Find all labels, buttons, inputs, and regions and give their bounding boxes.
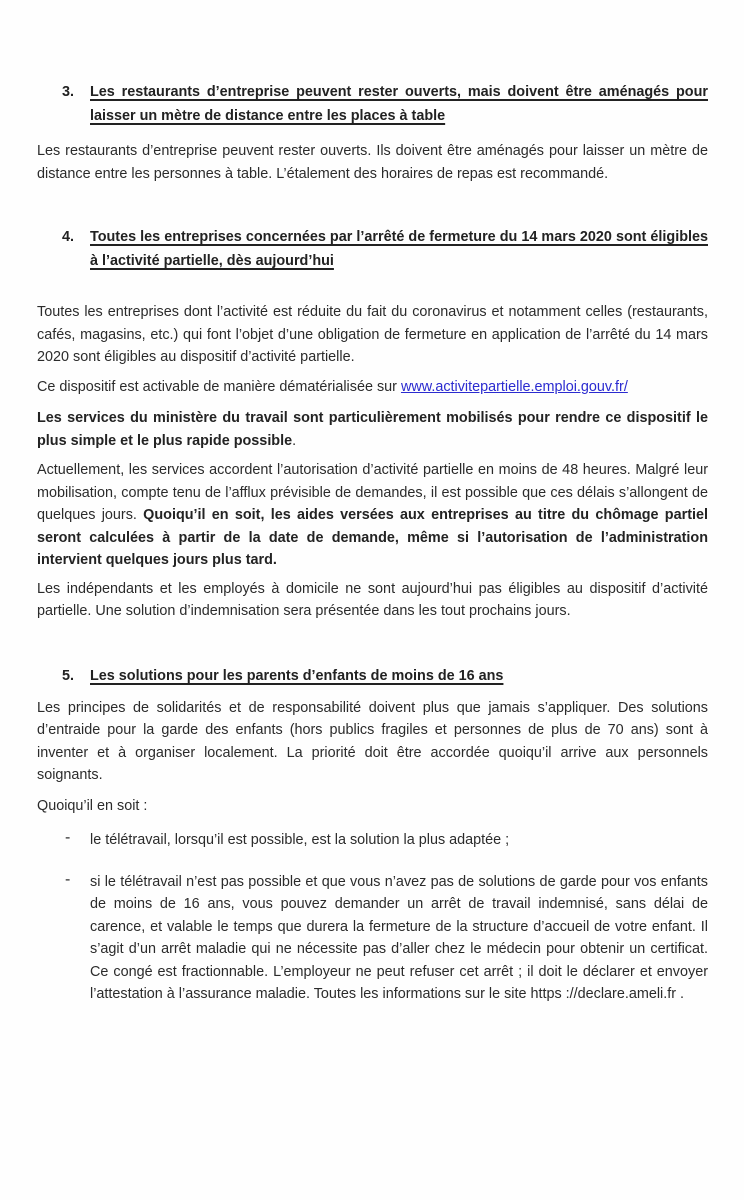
section-3-heading xyxy=(37,80,708,128)
section-3 xyxy=(37,80,708,185)
section-4-number: 4. xyxy=(62,229,75,245)
section-4-paragraph-eligibility: Toutes les entreprises dont l’activité est réduite du fait du coronavirus et notamment celles (restaurants, cafés, magasins, etc.) qui font l’objet d’une obligation de fermeture en application de l’arrêté du 14 mars 2020 sont éligibles au dispositif d’activité partielle. xyxy=(37,304,708,365)
section-5-paragraph-quoiquil: Quoiqu’il en soit : xyxy=(37,797,148,814)
section-4-paragraph-dispositif xyxy=(37,376,708,399)
bullet-dash: - xyxy=(65,870,71,888)
section-3-number: 3. xyxy=(62,84,75,100)
section-4 xyxy=(37,225,708,623)
section-4-paragraph-delais xyxy=(37,459,708,572)
section-5-title: Les solutions pour les parents d’enfants de moins de 16 ans xyxy=(90,667,504,684)
section-4-paragraph-ministere xyxy=(37,407,708,452)
bullet-teletravail-text: le télétravail, lorsqu’il est possible, est la solution la plus adaptée ; xyxy=(90,832,510,848)
section-4-title: Toutes les entreprises concernées par l’arrêté de fermeture du 14 mars 2020 sont éligibles à l’activité partielle, dès aujourd’hui xyxy=(90,229,708,269)
section-5-number: 5. xyxy=(62,667,75,684)
section-4-heading xyxy=(37,225,708,273)
delais-bold-text: Quoiqu’il en soit, les aides versées aux entreprises au titre du chômage partiel seront calculées à partir de la date de demande, même si l’autorisation de l’administration intervient quelques jours plus tard. xyxy=(37,507,708,568)
bullet-dash: - xyxy=(65,829,71,846)
dispositif-text: Ce dispositif est activable de manière dématérialisée sur xyxy=(37,378,401,395)
ministere-period: . xyxy=(292,432,297,449)
ministere-bold-text: Les services du ministère du travail sont particulièrement mobilisés pour rendre ce dispositif le plus simple et le plus rapide possible xyxy=(37,410,708,449)
section-3-paragraph: Les restaurants d’entreprise peuvent rester ouverts. Ils doivent être aménagés pour laisser un mètre de distance entre les personnes à table. L’étalement des horaires de repas est recommandé. xyxy=(37,143,708,182)
section-5 xyxy=(37,664,708,1006)
section-4-paragraph-independants: Les indépendants et les employés à domicile ne sont aujourd’hui pas éligibles au dispositif d’activité partielle. Une solution d’indemnisation sera présentée dans les tout prochains jours. xyxy=(37,580,708,619)
activitepartielle-link[interactable]: www.activitepartielle.emploi.gouv.fr/ xyxy=(400,378,628,395)
section-3-title: Les restaurants d’entreprise peuvent rester ouverts, mais doivent être aménagés pour laisser un mètre de distance entre les places à table xyxy=(90,84,708,124)
bullet-arret-travail-text: si le télétravail n’est pas possible et que vous n’avez pas de solutions de garde pour vos enfants de moins de 16 ans, vous pouvez demander un arrêt de travail indemnisé, sans délai de carence, et valable le temps que durera la fermeture de la structure d’accueil de votre enfant. Il s’agit d’un arrêt maladie qui ne nécessite pas d’aller chez le médecin pour obtenir un certificat. Ce congé est fractionnable. L’employeur ne peut refuser cet arrêt ; il doit le déclarer et envoyer l’attestation à l’assurance maladie. Toutes les informations sur le site https ://declare.ameli.fr . xyxy=(90,873,708,1002)
section-5-paragraph-principes: Les principes de solidarités et de responsabilité doivent plus que jamais s’appliquer. Des solutions d’entraide pour la garde des enfants (hors publics fragiles et personnes de plus de 70 ans) sont à inventer et à organiser localement. La priorité doit être accordée quoiqu’il arrive aux personnels soignants. xyxy=(37,699,708,783)
bullet-item-teletravail xyxy=(37,829,708,852)
section-5-heading xyxy=(37,664,708,688)
bullet-item-arret-travail xyxy=(37,871,708,1006)
delais-normal-text: Actuellement, les services accordent l’autorisation d’activité partielle en moins de 48 heures. Malgré leur mobilisation, compte tenu de l’afflux prévisible de demandes, il est possible que ces délais s’allongent de quelques jours. xyxy=(37,462,708,523)
